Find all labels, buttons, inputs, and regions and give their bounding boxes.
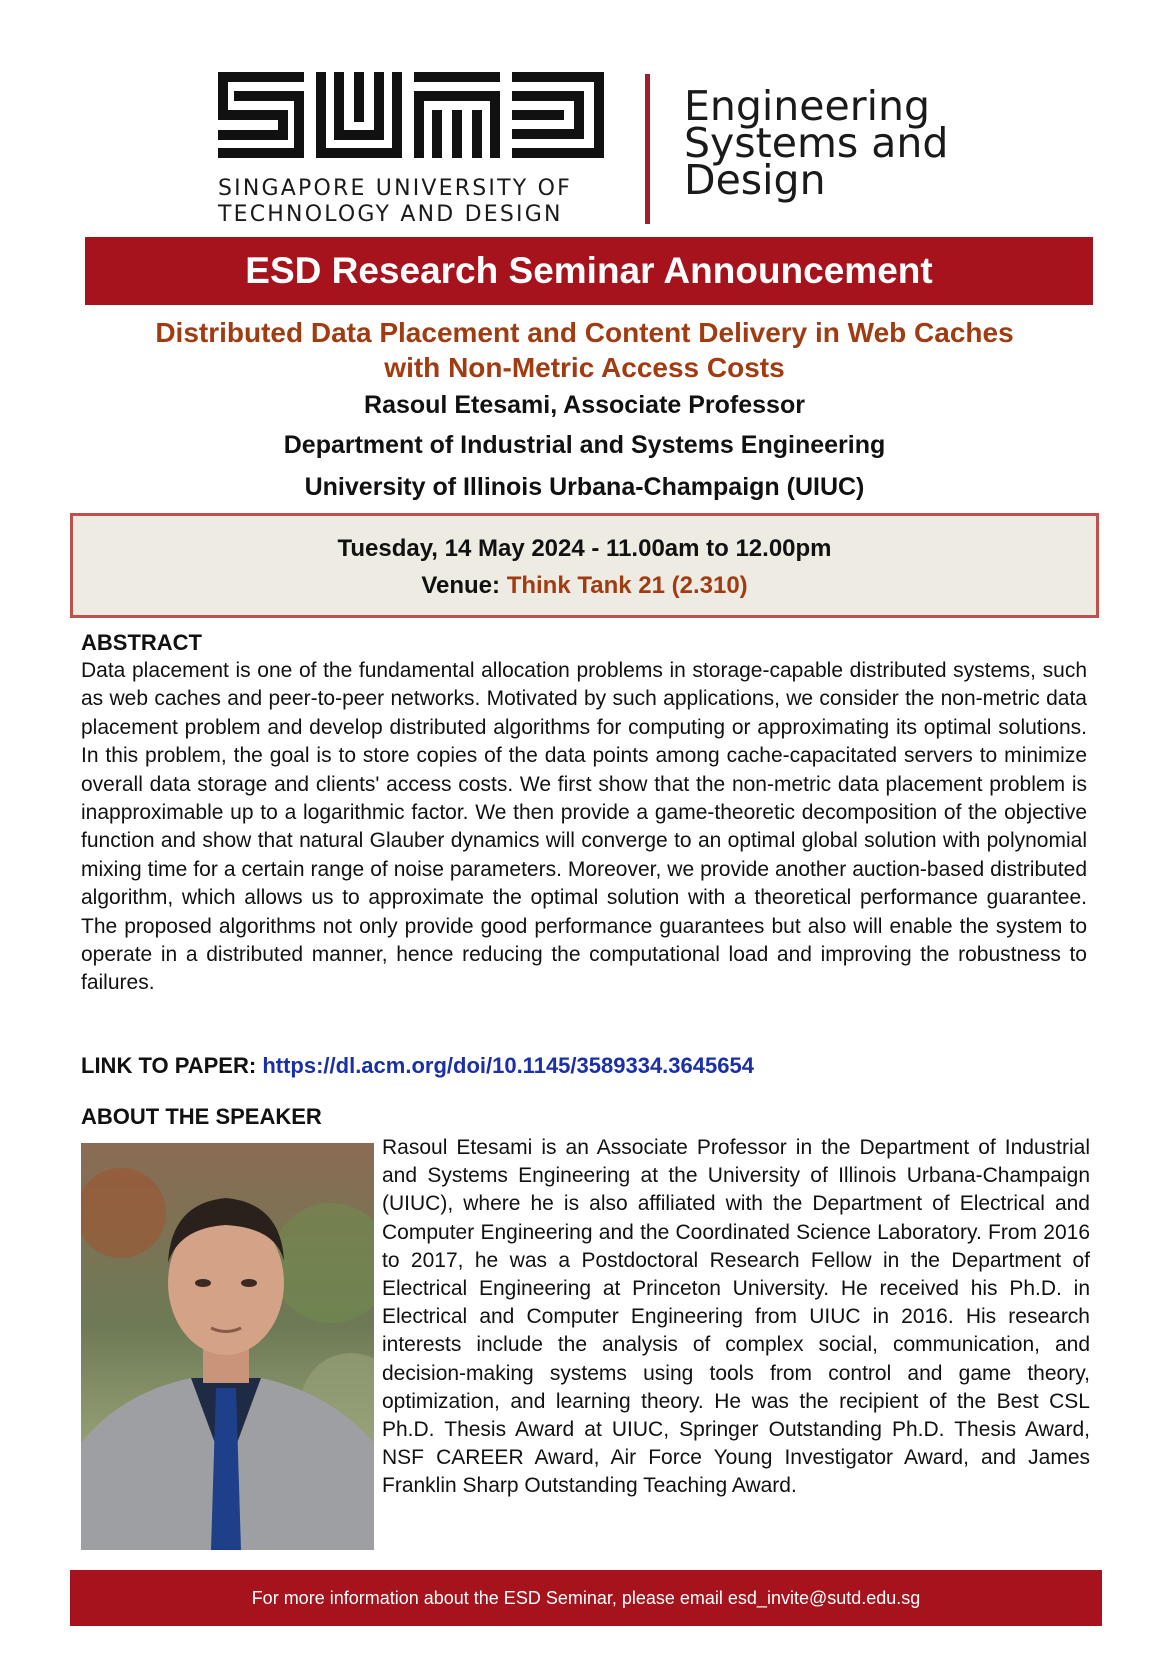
talk-title-line2: with Non-Metric Access Costs	[384, 352, 785, 383]
abstract-heading: ABSTRACT	[81, 630, 202, 655]
sutd-logo-mark	[218, 72, 604, 158]
paper-link-label: LINK TO PAPER:	[81, 1053, 257, 1078]
pillar-name	[684, 82, 984, 204]
header-logo	[218, 72, 958, 227]
talk-title-line1: Distributed Data Placement and Content Delivery in Web Caches	[155, 317, 1014, 348]
talk-title	[60, 315, 1109, 385]
pillar-name-line2: Systems and	[684, 119, 949, 167]
speaker-name: Rasoul Etesami, Associate Professor	[364, 391, 805, 419]
speaker-photo	[81, 1143, 374, 1550]
announcement-banner: ESD Research Seminar Announcement	[85, 237, 1093, 305]
speaker-department: Department of Industrial and Systems Engineering	[283, 431, 886, 459]
speaker-bio: Rasoul Etesami is an Associate Professor in the Department of Industrial and Systems Engineering at the University of Illinois Urbana-Champaign (UIUC), where he is also affiliated with the Department of Electrical and Computer Engineering and the Coordinated Science Laboratory. From 2016 to 2017, he was a Postdoctoral Research Fellow in the Department of Electrical Engineering at Princeton University. He received his Ph.D. in Electrical and Computer Engineering from UIUC in 2016. His research interests include the analysis of complex social, communication, and decision-making systems using tools from control and game theory, optimization, and learning theory. He was the recipient of the Best CSL Ph.D. Thesis Award at UIUC, Springer Outstanding Ph.D. Thesis Award, NSF CAREER Award, Air Force Young Investigator Award, and James Franklin Sharp Outstanding Teaching Award.	[382, 1136, 1090, 1498]
schedule-box	[70, 513, 1099, 618]
seminar-venue	[73, 571, 1096, 601]
abstract-body: Data placement is one of the fundamental allocation problems in storage-capable distributed systems, such as web caches and peer-to-peer networks. Motivated by such applications, we consider the non-metric data placement problem and develop distributed algorithms for computing or approximating its optimal solutions. In this problem, the goal is to store copies of the data points among cache-capacitated servers to minimize overall data storage and clients' access costs. We first show that the non-metric data placement problem is inapproximable up to a logarithmic factor. We then provide a game-theoretic decomposition of the objective function and show that natural Glauber dynamics will converge to an optimal global solution with polynomial mixing time for a certain range of noise parameters. Moreover, we provide another auction-based distributed algorithm, which allows us to approximate the optimal solution with a theoretical performance guarantee. The proposed algorithms not only provide good performance guarantees but also will enable the system to operate in a distributed manner, hence reducing the computational load and improving the robustness to failures.	[81, 659, 1087, 995]
speaker-university: University of Illinois Urbana-Champaign (UIUC)	[304, 473, 865, 501]
paper-link-row	[81, 1053, 754, 1079]
pillar-name-line1: Engineering	[684, 82, 930, 130]
venue-label: Venue:	[421, 572, 501, 599]
seminar-datetime: Tuesday, 14 May 2024 - 11.00am to 12.00pm	[337, 535, 832, 562]
logo-divider	[645, 74, 650, 224]
university-name-line1: SINGAPORE UNIVERSITY OF	[218, 176, 572, 201]
pillar-name-line3: Design	[684, 156, 826, 204]
about-speaker-heading: ABOUT THE SPEAKER	[81, 1104, 322, 1129]
university-name	[218, 176, 618, 228]
speaker-portrait	[81, 1143, 374, 1550]
university-name-line2: TECHNOLOGY AND DESIGN	[218, 202, 563, 227]
paper-link[interactable]: https://dl.acm.org/doi/10.1145/3589334.3645654	[262, 1053, 754, 1078]
footer-contact: For more information about the ESD Seminar, please email esd_invite@sutd.edu.sg	[70, 1570, 1102, 1626]
venue-value: Think Tank 21 (2.310)	[506, 572, 748, 599]
